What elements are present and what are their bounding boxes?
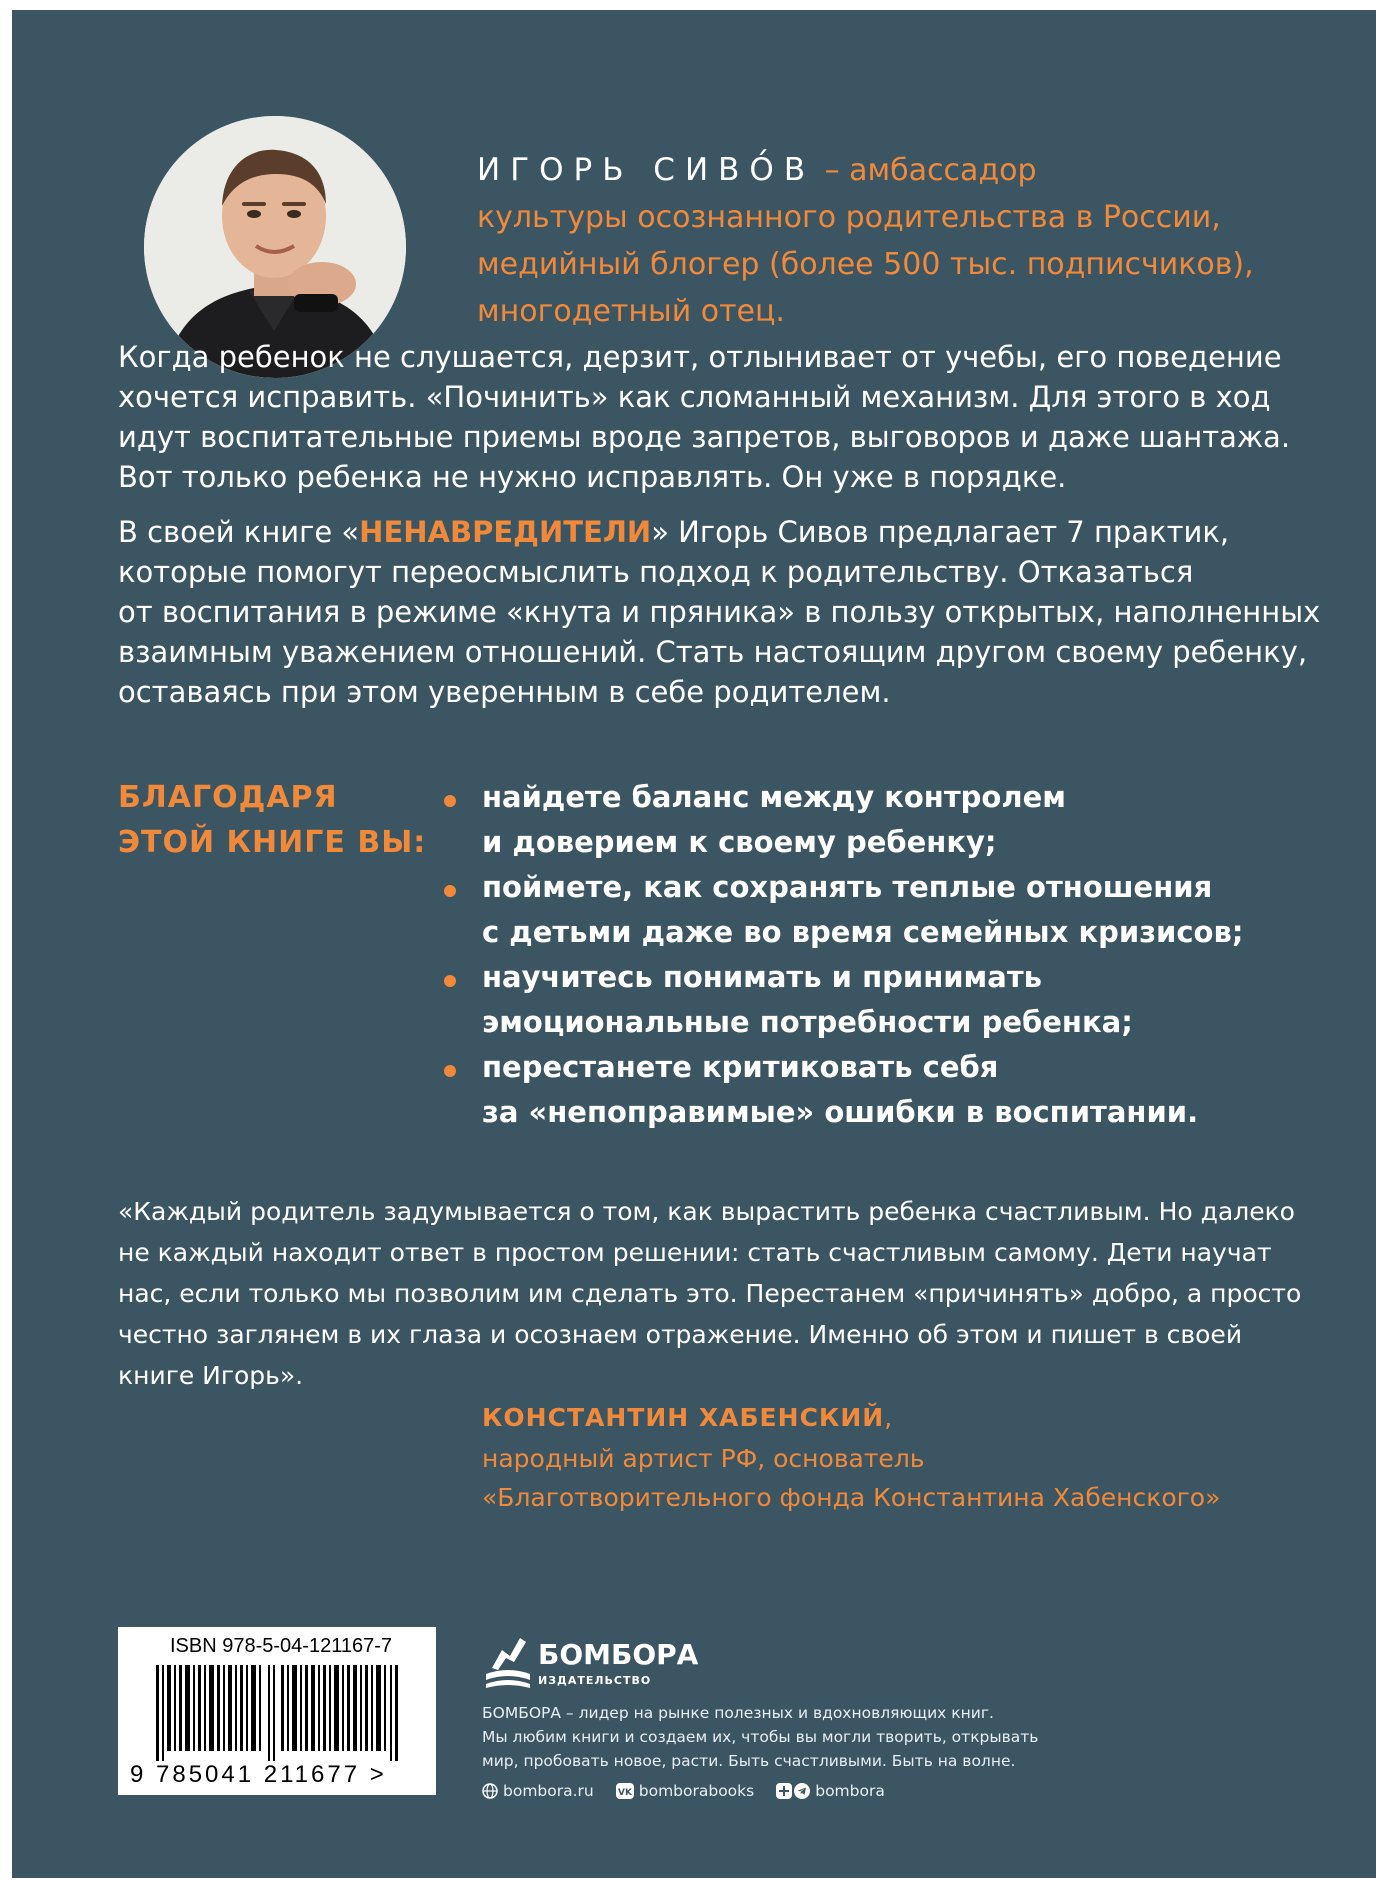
- bullet-icon: [444, 885, 456, 897]
- author-intro-text: – амбассадор: [815, 153, 1037, 188]
- quote-author-comma: ,: [884, 1403, 893, 1432]
- benefit-line: научитесь понимать и принимать: [482, 960, 1042, 994]
- paragraph-text: » Игорь Сивов предлагает 7 практик,: [651, 515, 1230, 549]
- benefit-line: с детьми даже во время семейных кризисов;: [482, 915, 1244, 949]
- benefit-line: поймете, как сохранять теплые отношения: [482, 870, 1213, 904]
- publisher-subtitle: ИЗДАТЕЛЬСТВО: [538, 1674, 652, 1687]
- paragraph-line: которые помогут переосмыслить подход к родительству. Отказаться: [118, 555, 1194, 589]
- plus-icon: [776, 1783, 792, 1799]
- bullet-icon: [444, 1065, 456, 1077]
- bullet-icon: [444, 795, 456, 807]
- quote-author-role: «Благотворительного фонда Константина Хабенского»: [482, 1483, 1221, 1512]
- paragraph-line: оставаясь при этом уверенным в себе родителем.: [118, 675, 891, 709]
- paragraph-line: идут воспитательные приемы вроде запретов, выговоров и даже шантажа.: [118, 420, 1291, 454]
- book-back-cover: [12, 10, 1376, 1878]
- author-bio-line: многодетный отец.: [477, 294, 785, 329]
- publisher-name: БОМБОРА: [538, 1638, 699, 1671]
- quote-line: не каждый находит ответ в простом решении: стать счастливым самому. Дети научат: [118, 1238, 1272, 1267]
- benefit-line: эмоциональные потребности ребенка;: [482, 1005, 1133, 1039]
- quote-line: книге Игорь».: [118, 1361, 304, 1390]
- quote-author-role: народный артист РФ, основатель: [482, 1444, 925, 1473]
- barcode: [118, 1627, 436, 1795]
- paragraph-line: от воспитания в режиме «кнута и пряника» в пользу открытых, наполненных: [118, 595, 1321, 629]
- quote-author: [482, 1403, 892, 1432]
- quote-line: «Каждый родитель задумывается о том, как вырастить ребенка счастливым. Но далеко: [118, 1197, 1295, 1226]
- author-name: ИГОРЬ СИВО́В: [477, 152, 816, 188]
- benefit-line: перестанете критиковать себя: [482, 1050, 999, 1084]
- publisher-description: мир, пробовать новое, расти. Быть счастливыми. Быть на волне.: [482, 1752, 1016, 1770]
- paragraph-text: В своей книге «: [118, 515, 360, 549]
- paragraph-line: Когда ребенок не слушается, дерзит, отлынивает от учебы, его поведение: [118, 340, 1282, 374]
- book-title: НЕНАВРЕДИТЕЛИ: [359, 515, 652, 549]
- barcode-bars: [156, 1665, 416, 1761]
- link-vk[interactable]: bomborabooks: [638, 1782, 755, 1800]
- bombora-logo-icon: [482, 1630, 534, 1690]
- svg-text:VK: VK: [617, 1788, 632, 1798]
- quote-line: нас, если только мы позволим им сделать это. Перестанем «причинять» добро, а просто: [118, 1279, 1302, 1308]
- telegram-icon: [794, 1783, 810, 1799]
- publisher-description: Мы любим книги и создаем их, чтобы вы могли творить, открывать: [482, 1728, 1039, 1746]
- author-photo: [144, 116, 406, 378]
- globe-icon: [482, 1783, 498, 1799]
- vk-icon: [616, 1783, 634, 1799]
- quote-line: честно заглянем в их глаза и осознаем отражение. Именно об этом и пишет в своей: [118, 1320, 1243, 1349]
- author-intro: [477, 152, 1037, 188]
- benefit-line: и доверием к своему ребенку;: [482, 825, 997, 859]
- publisher-links: [482, 1782, 885, 1800]
- quote-author-name: КОНСТАНТИН ХАБЕНСКИЙ: [482, 1403, 885, 1432]
- paragraph-line: Вот только ребенка не нужно исправлять. Он уже в порядке.: [118, 460, 1067, 494]
- benefit-line: за «непоправимые» ошибки в воспитании.: [482, 1095, 1199, 1129]
- benefits-title: БЛАГОДАРЯ: [118, 780, 338, 815]
- benefits-title: ЭТОЙ КНИГЕ ВЫ:: [118, 825, 427, 860]
- barcode-digits: 9 785041 211677 >: [130, 1761, 387, 1788]
- link-telegram[interactable]: bombora: [815, 1782, 885, 1800]
- paragraph-line: [118, 515, 1229, 549]
- publisher-description: БОМБОРА – лидер на рынке полезных и вдохновляющих книг.: [482, 1704, 994, 1722]
- link-website[interactable]: bombora.ru: [503, 1782, 594, 1800]
- isbn-text: ISBN 978-5-04-121167-7: [170, 1635, 392, 1657]
- author-bio-line: культуры осознанного родительства в России,: [477, 200, 1221, 235]
- paragraph-line: хочется исправить. «Починить» как сломанный механизм. Для этого в ход: [118, 380, 1271, 414]
- paragraph-line: взаимным уважением отношений. Стать настоящим другом своему ребенку,: [118, 635, 1308, 669]
- benefit-line: найдете баланс между контролем: [482, 780, 1066, 814]
- author-bio-line: медийный блогер (более 500 тыс. подписчиков),: [477, 247, 1254, 282]
- bullet-icon: [444, 975, 456, 987]
